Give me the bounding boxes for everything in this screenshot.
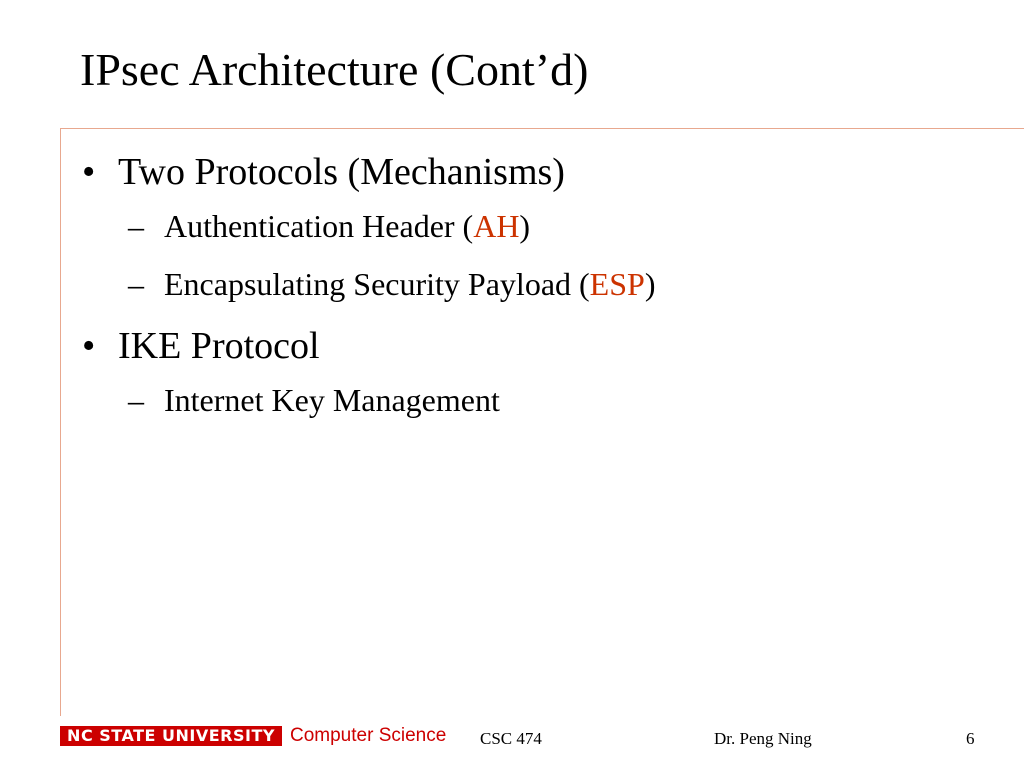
dash-icon: – <box>128 382 144 418</box>
sub-item-highlight: AH <box>473 208 520 244</box>
bullet-text: Two Protocols (Mechanisms) <box>118 151 565 193</box>
slide-content <box>82 148 982 438</box>
sub-item <box>82 264 982 304</box>
course-label: CSC 474 <box>480 729 542 748</box>
sub-item <box>82 380 982 420</box>
horizontal-rule <box>60 128 1024 129</box>
sub-item-prefix: Encapsulating Security Payload ( <box>164 266 590 302</box>
dash-icon: – <box>128 208 144 244</box>
bullet-icon: • <box>82 151 96 193</box>
vertical-rule <box>60 128 61 716</box>
bullet-item <box>82 148 982 196</box>
slide-title: IPsec Architecture (Cont’d) <box>80 44 589 95</box>
sub-item-suffix: ) <box>519 208 531 244</box>
bullet-item <box>82 322 982 370</box>
university-logo: NC STATE UNIVERSITY <box>60 726 282 746</box>
bullet-icon: • <box>82 325 96 367</box>
sub-item-highlight: ESP <box>589 266 645 302</box>
dash-icon: – <box>128 266 144 302</box>
sub-item <box>82 206 982 246</box>
department-label: Computer Science <box>290 725 447 746</box>
bullet-text: IKE Protocol <box>118 325 320 367</box>
author-label: Dr. Peng Ning <box>714 729 812 748</box>
sub-item-prefix: Authentication Header ( <box>164 208 474 244</box>
sub-item-text: Internet Key Management <box>164 382 500 418</box>
sub-item-suffix: ) <box>644 266 656 302</box>
page-number: 6 <box>966 729 975 748</box>
